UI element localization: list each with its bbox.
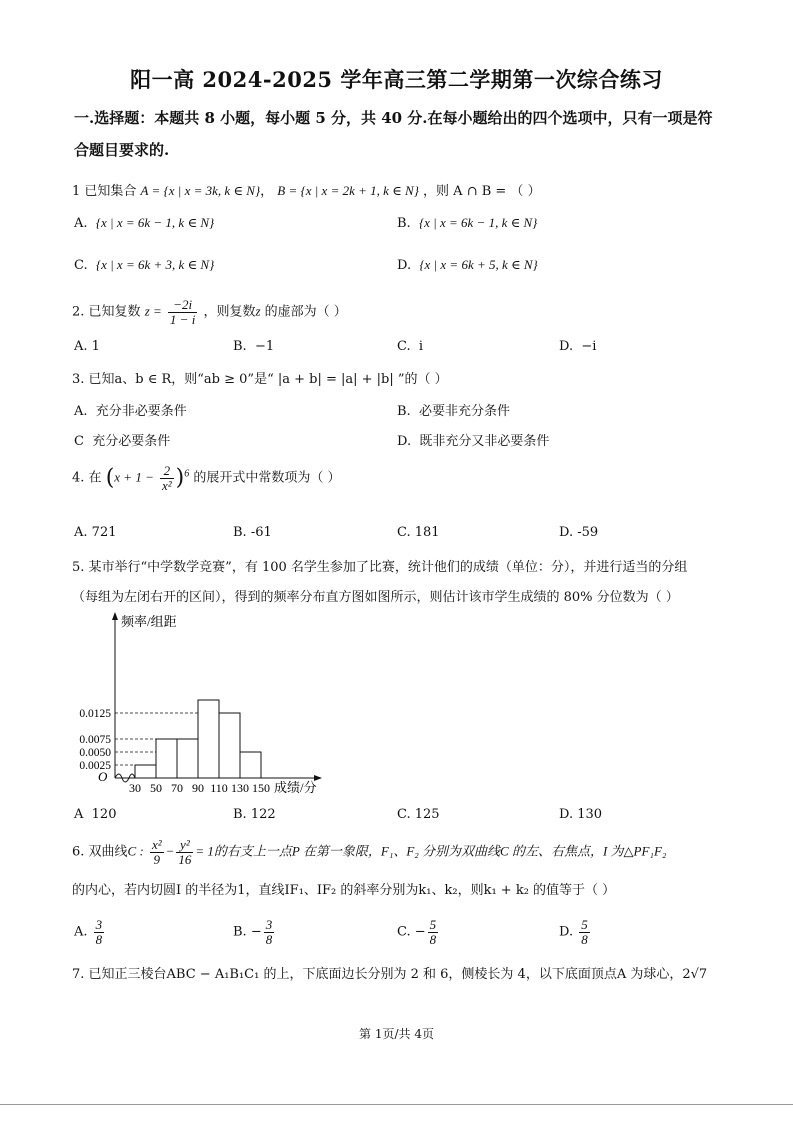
- x-tick-label: 30: [129, 781, 141, 795]
- question-5-line2: （每组为左闭右开的区间），得到的频率分布直方图如图所示，则估计该市学生成绩的 80% 分位数为（ ）: [72, 590, 679, 605]
- page-title: 阳一高 2024-2025 学年高三第二学期第一次综合练习: [130, 67, 663, 92]
- question-6-line2: 的内心，若内切圆I 的半径为1，直线IF₁、IF₂ 的斜率分别为k₁、k₂，则k₁ + k₂ 的值等于（ ）: [72, 883, 616, 898]
- histogram-bar: [156, 739, 177, 778]
- q1-option-a: A. {x | x = 6k − 1, k ∈ N}: [74, 215, 215, 231]
- origin-label: O: [98, 769, 108, 784]
- q3-option-c: C 充分必要条件: [74, 434, 171, 449]
- histogram-bar: [240, 752, 261, 778]
- histogram-bar: [135, 765, 156, 778]
- y-tick-label: 0.0075: [79, 734, 111, 746]
- q3-option-b: B. 必要非充分条件: [397, 404, 510, 419]
- q3-option-a: A. 充分非必要条件: [74, 404, 187, 419]
- x-tick-label: 70: [171, 781, 183, 795]
- q2-option-b: B. −1: [233, 339, 275, 354]
- question-4: 4. 在 (x + 1 − $\frac{2}{\text{x²}}$ )$^6$ 的展开式中常数项为（ ）: [72, 463, 341, 493]
- q6-option-c: C. − $\frac{5}{8}$: [397, 917, 437, 947]
- page-footer: 第 1页/共 4页: [359, 1027, 434, 1041]
- histogram-bar: [219, 713, 240, 778]
- y-axis-arrow: [112, 612, 118, 620]
- q5-option-b: B. 122: [233, 807, 276, 822]
- q1-option-d: D. {x | x = 6k + 5, k ∈ N}: [397, 257, 538, 273]
- q1-set-a: A = {x | x = 3k, k ∈ N}: [140, 183, 261, 198]
- q4-option-b: B. -61: [233, 525, 272, 540]
- q6-option-a: A. $\frac{3}{8}$: [74, 917, 103, 947]
- q5-option-c: C. 125: [397, 807, 440, 822]
- x-axis-label: 成绩/分: [274, 780, 317, 795]
- x-tick-label: 50: [150, 781, 162, 795]
- x-tick-label: 150: [252, 781, 270, 795]
- frequency-histogram: [60, 608, 360, 798]
- y-tick-label: 0.0025: [79, 760, 111, 772]
- q2-option-d: D. −i: [559, 339, 597, 354]
- q1-option-c: C. {x | x = 6k + 3, k ∈ N}: [74, 257, 215, 273]
- question-2: 2. 已知复数 z = $\frac{-2i}{1 - i}$ ，则复数z 的虚部为（ ）: [72, 297, 347, 327]
- x-tick-label: 130: [231, 781, 249, 795]
- q1-option-b: B. {x | x = 6k − 1, k ∈ N}: [397, 215, 538, 231]
- q3-option-d: D. 既非充分又非必要条件: [397, 434, 550, 449]
- q6-option-d: D. $\frac{5}{8}$: [559, 917, 588, 947]
- q5-option-d: D. 130: [559, 807, 603, 822]
- question-3: 3. 已知a、b ∈ R，则“ab ≥ 0”是“ |a + b| = |a| + |b| ”的（ ）: [72, 372, 448, 387]
- q2-option-c: C. i: [397, 339, 424, 354]
- section-heading-line1: 一.选择题：本题共 8 小题，每小题 5 分，共 40 分.在每小题给出的四个选项中，只有一项是符: [74, 109, 713, 127]
- y-axis-label: 频率/组距: [121, 614, 177, 629]
- y-tick-label: 0.0125: [79, 708, 111, 720]
- histogram-bar: [177, 739, 198, 778]
- q1-number: 1 已知集合: [72, 184, 137, 199]
- q4-option-c: C. 181: [397, 525, 440, 540]
- y-tick-label: 0.0050: [79, 747, 111, 759]
- q2-fraction: $\frac{-2i}{1 - i}$: [169, 297, 196, 327]
- q4-option-a: A. 721: [74, 525, 117, 540]
- q2-option-a: A. 1: [74, 339, 100, 354]
- section-heading-line2: 合题目要求的.: [74, 141, 170, 159]
- q5-option-a: A 120: [74, 807, 117, 822]
- q4-option-d: D. -59: [559, 525, 599, 540]
- question-6-line1: 6. 双曲线C : $\frac{\text{x²}}{9}$ − $\frac{\text{y²}}{16}$ = 1的右支上一点P 在第一象限，F₁、F₂ 分别为双曲线C 的左、右焦点，I 为△PF₁F₂: [72, 837, 667, 867]
- question-5-line1: 5. 某市举行“中学数学竞赛”，有 100 名学生参加了比赛，统计他们的成绩（单位：分），并进行适当的分组: [72, 560, 688, 575]
- question-1: 1 已知集合 A = {x | x = 3k, k ∈ N}， B = {x | x = 2k + 1, k ∈ N} ，则 A ∩ B = （ ）: [72, 183, 541, 199]
- q1-set-b: B = {x | x = 2k + 1, k ∈ N}: [277, 183, 419, 198]
- x-tick-label: 110: [210, 781, 228, 795]
- x-tick-label: 90: [192, 781, 204, 795]
- question-7: 7. 已知正三棱台ABC − A₁B₁C₁ 的上，下底面边长分别为 2 和 6，侧棱长为 4，以下底面顶点A 为球心，2√7: [72, 967, 708, 982]
- histogram-bar: [198, 700, 219, 778]
- q6-option-b: B. − $\frac{3}{8}$: [233, 917, 273, 947]
- q1-ask: ，则 A ∩ B = （ ）: [423, 184, 541, 199]
- page-bottom-rule: [0, 1104, 793, 1105]
